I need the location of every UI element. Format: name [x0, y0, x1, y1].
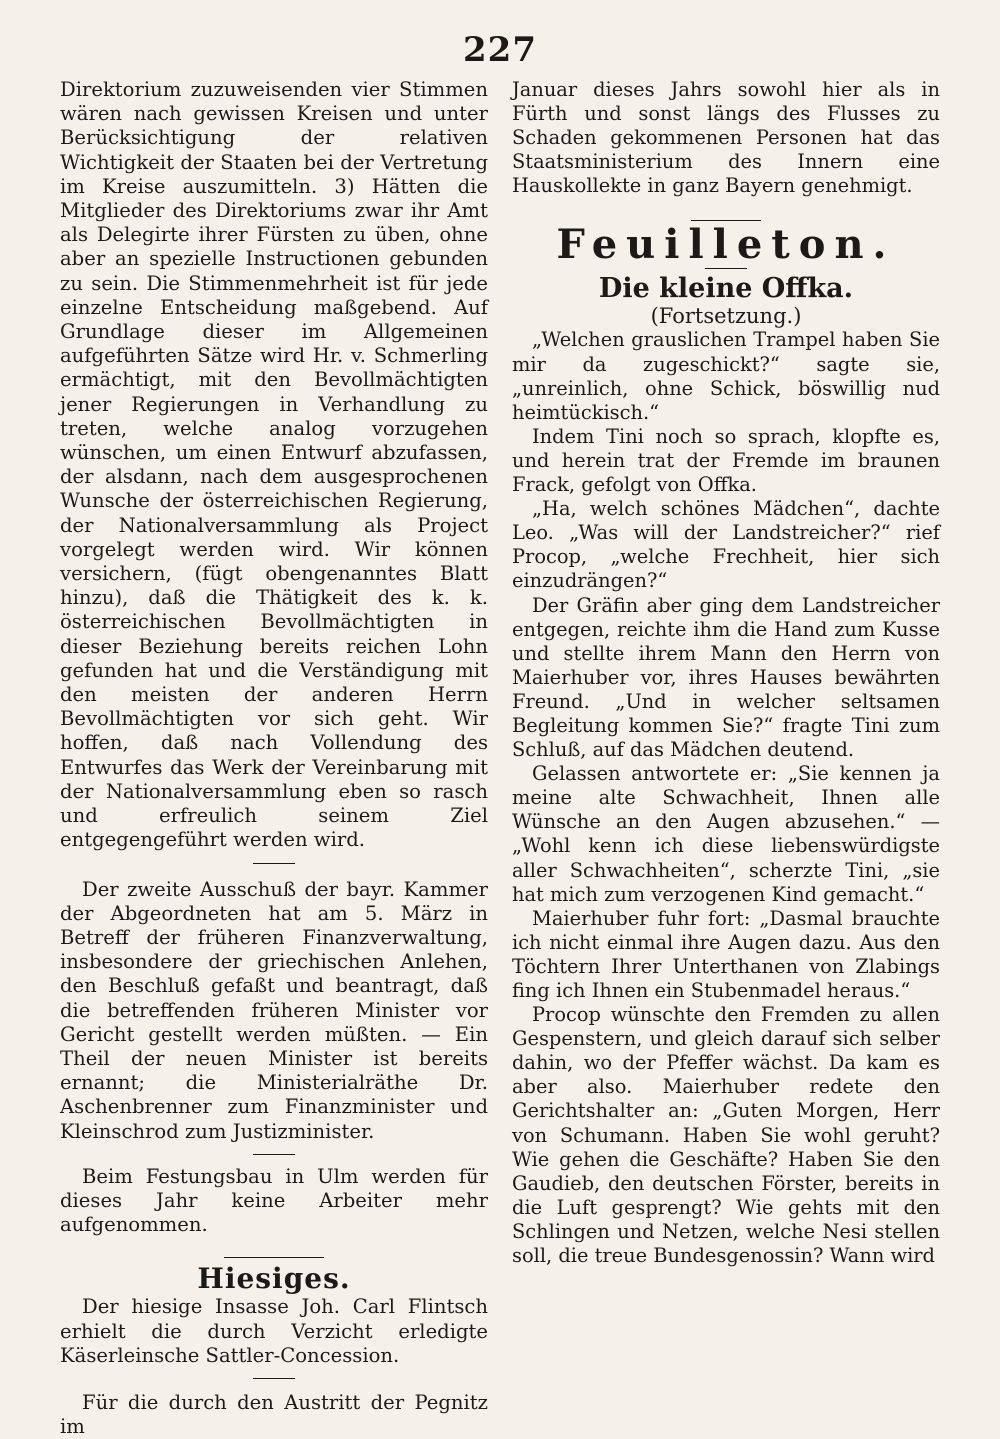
story-paragraph: Indem Tini noch so sprach, klopfte es, und herein trat der Fremde im braunen Frack, gefolgt von Offka.: [512, 424, 940, 497]
separator-rule: [253, 1154, 295, 1155]
separator-rule: [253, 1378, 295, 1379]
left-column: [60, 78, 488, 1439]
story-title: Die kleine Offka.: [598, 273, 854, 305]
story-paragraph: „Ha, welch schönes Mädchen“, dachte Leo. „Was will der Landstreicher?“ rief Procop, „welche Frechheit, hier sich einzudrängen?“: [512, 497, 940, 593]
separator-rule: [253, 863, 295, 864]
story-paragraph: Procop wünschte den Fremden zu allen Gespenstern, und gleich darauf sich selber dahin, wo der Pfeffer wächst. Da kam es aber also. Maierhuber redete den Gerichtshalter an: „Guten Morgen, Herr von Schumann. Haben Sie wohl geruht? Wie gehen die Geschäfte? Haben Sie den Gaudieb, den deutschen Förster, bereits in die Luft gesprengt? Wie gehts mit den Schlingen und Netzen, welche Nesi stellen soll, die treue Bundesgenossin? Wann wird: [512, 1003, 940, 1268]
section-rule: [224, 1257, 324, 1258]
separator-rule: [705, 268, 747, 269]
left-paragraph-1: Direktorium zuzuweisenden vier Stimmen wären nach gewissen Kreisen und unter Berücksichtigung der relativen Wichtigkeit der Staaten bei der Vertretung im Kreise auszumitteln. 3) Hätten die Mitglieder des Direktoriums zwar ihr Amt als Delegirte ihrer Fürsten zu üben, ohne aber an spezielle Instructionen gebunden zu sein. Die Stimmenmehrheit ist für jede einzelne Entscheidung maßgebend. Auf Grundlage dieser im Allgemeinen aufgeführten Sätze wird Hr. v. Schmerling ermächtigt, mit den Bevollmächtigten jener Regierungen in Verhandlung zu treten, welche analog vorzugehen wünschen, um einen Entwurf abzufassen, der alsdann, nach dem ausgesprochenen Wunsche der österreichischen Regierung, der Nationalversammlung als Project vorgelegt werden wird. Wir können versichern, (fügt obengenanntes Blatt hinzu), daß die Thätigkeit des k. k. österreichischen Bevollmächtigten in dieser Beziehung bereits reichen Lohn gefunden hat und die Verständigung mit den meisten der anderen Herrn Bevollmächtigten vor sich geht. Wir hoffen, daß nach Vollendung des Entwurfes das Werk der Vereinbarung mit der Nationalversammlung eben so rasch und erfreulich seinem Ziel entgegengeführt werden wird.: [60, 78, 488, 852]
story-paragraph: Der Gräfin aber ging dem Landstreicher entgegen, reichte ihm die Hand zum Kusse und stellte ihrem Mann den Herrn von Maierhuber vor, ihres Hauses bewährten Freund. „Und in welcher seltsamen Begleitung kommen Sie?“ fragte Tini zum Schluß, auf das Mädchen deutend.: [512, 593, 940, 762]
left-paragraph-4: Der hiesige Insasse Joh. Carl Flintsch erhielt die durch Verzicht erledigte Käserleinsche Sattler-Concession.: [60, 1295, 488, 1367]
story-paragraph: Maierhuber fuhr fort: „Dasmal brauchte ich nicht einmal ihre Augen dazu. Aus den Töchtern Ihrer Unterthanen von Zlabings fing ich Ihnen ein Stubenmadel heraus.“: [512, 906, 940, 1002]
page-number: 227: [463, 30, 537, 70]
left-paragraph-3: Beim Festungsbau in Ulm werden für dieses Jahr keine Arbeiter mehr aufgenommen.: [60, 1164, 488, 1237]
story-paragraph: „Welchen grauslichen Trampel haben Sie mir da zugeschickt?“ sagte sie, „unreinlich, ohne Schick, böswillig nud heimtückisch.“: [512, 328, 940, 424]
left-paragraph-2: Der zweite Ausschuß der bayr. Kammer der Abgeordneten hat am 5. März in Betreff der früheren Finanzverwaltung, insbesondere der griechischen Anlehen, den Beschluß gefaßt und beantragt, daß die betreffenden früheren Minister vor Gericht gestellt werden müßten. — Ein Theil der neuen Minister ist bereits ernannt; die Ministerialräthe Dr. Aschenbrenner zum Finanzminister und Kleinschrod zum Justizminister.: [60, 877, 488, 1143]
right-column: [512, 78, 940, 1268]
left-paragraph-5: Für die durch den Austritt der Pegnitz im: [60, 1390, 488, 1439]
continuation-note: (Fortsetzung.): [650, 304, 802, 329]
section-heading-hiesiges: Hiesiges.: [197, 1262, 351, 1296]
right-paragraph-1: Januar dieses Jahrs sowohl hier als in Fürth und sonst längs des Flusses zu Schaden gekommenen Personen hat das Staatsministerium des Innern eine Hauskollekte in ganz Bayern genehmigt.: [512, 78, 940, 198]
story-paragraph: Gelassen antwortete er: „Sie kennen ja meine alte Schwachheit, Ihnen alle Wünsche an den Augen abzusehen.“ — „Wohl kenn ich diese liebenswürdigste aller Schwachheiten“, scherzte Tini, „sie hat mich zum verzogenen Kind gemacht.“: [512, 762, 940, 906]
feuilleton-heading: Feuilleton.: [556, 221, 896, 269]
